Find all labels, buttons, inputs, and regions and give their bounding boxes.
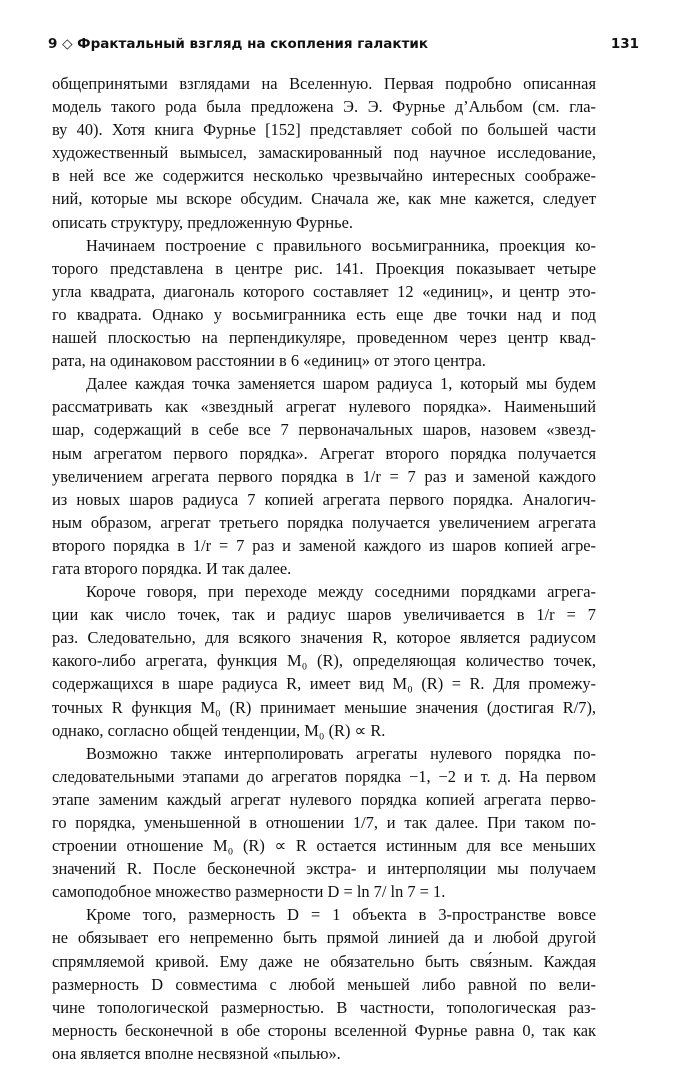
text-line: ции как число точек, так и радиус шаров увеличивается в 1/r = 7 <box>52 605 596 625</box>
paragraph <box>52 903 596 1065</box>
page-body <box>52 72 596 1065</box>
text-line: спрямляемой кривой. Ему даже не обязательно быть свя́зным. Каждая <box>52 951 596 971</box>
text-line: увеличением агрегата первого порядка в 1/r = 7 раз и заменой каждого <box>52 466 596 486</box>
running-header <box>48 36 639 58</box>
text-line: Возможно также интерполировать агрегаты нулевого порядка по- <box>86 743 596 763</box>
text-line: самоподобное множество размерности D = ln 7/ ln 7 = 1. <box>52 882 446 902</box>
text-line: шар, содержащий в себе все 7 первоначальных шаров, назовем «звезд- <box>52 420 596 440</box>
text-line: следовательными этапами до агрегатов порядка −1, −2 и т. д. На первом <box>52 766 596 786</box>
text-line: модель такого рода была предложена Э. Э. Фурнье д’Альбом (см. гла- <box>52 97 596 117</box>
text-line: угла квадрата, диагональ которого составляет 12 «единиц», и центр это- <box>52 281 596 301</box>
text-line: описать структуру, предложенную Фурнье. <box>52 212 353 232</box>
text-line: ным образом, агрегат третьего порядка получается увеличением агрегата <box>52 512 596 532</box>
paragraph <box>52 234 596 373</box>
text-line: в ней все же содержится несколько чрезвычайно интересных соображе- <box>52 166 596 186</box>
text-line: Начинаем построение с правильного восьмигранника, проекция ко- <box>86 235 596 255</box>
text-line: го квадрата. Однако у восьмигранника есть еще две точки над и под <box>52 304 596 324</box>
text-line: ву 40). Хотя книга Фурнье [152] представляет собой по большей части <box>52 120 596 140</box>
text-line: мерность бесконечной в обе стороны вселенной Фурнье равна 0, так как <box>52 1020 596 1040</box>
paragraph <box>52 72 596 234</box>
text-line: раз. Следовательно, для всякого значения R, которое является радиусом <box>52 628 596 648</box>
text-line: ным агрегатом первого порядка». Агрегат второго порядка получается <box>52 443 596 463</box>
paragraph <box>52 742 596 904</box>
paragraph <box>52 580 596 742</box>
text-line: рата, на одинаковом расстоянии в 6 «единиц» от этого центра. <box>52 351 486 371</box>
text-line: Кроме того, размерность D = 1 объекта в 3-пространстве вовсе <box>86 905 596 925</box>
text-line: содержащихся в шаре радиуса R, имеет вид M₀ (R) = R. Для промежу- <box>52 674 596 694</box>
text-line: чине топологической размерностью. В частности, топологическая раз- <box>52 997 596 1017</box>
text-line: она является вполне несвязной «пылью». <box>52 1043 341 1063</box>
page-number: 131 <box>610 36 639 52</box>
text-line: го порядка, уменьшенной в отношении 1/7, и так далее. При таком по- <box>52 813 596 832</box>
text-line: Далее каждая точка заменяется шаром радиуса 1, который мы будем <box>86 374 596 394</box>
text-line: какого-либо агрегата, функция M₀ (R), определяющая количество точек, <box>52 651 596 671</box>
text-line: общепринятыми взглядами на Вселенную. Первая подробно описанная <box>52 74 596 93</box>
chapter-title: 9 ◇ Фрактальный взгляд на скопления галактик <box>48 36 429 52</box>
text-line: этапе заменим каждый агрегат нулевого порядка копией агрегата перво- <box>52 789 596 809</box>
text-line: Короче говоря, при переходе между соседними порядками агрега- <box>86 582 596 602</box>
text-line: не обязывает его непременно быть прямой линией да и любой другой <box>52 928 596 948</box>
text-line: из новых шаров радиуса 7 копией агрегата первого порядка. Аналогич- <box>52 489 596 509</box>
paragraph <box>52 372 596 580</box>
text-line: нашей плоскостью на перпендикуляре, проведенном через центр квад- <box>52 328 596 348</box>
text-line: рассматривать как «звездный агрегат нулевого порядка». Наименьший <box>52 397 596 417</box>
text-line: ний, которые мы вскоре обсудим. Сначала же, как мне кажется, следует <box>52 189 596 209</box>
text-line: художественный вымысел, замаскированный под научное исследование, <box>52 143 596 163</box>
text-line: строении отношение M₀ (R) ∝ R остается истинным для все меньших <box>52 836 596 856</box>
text-line: точных R функция M₀ (R) принимает меньшие значения (достигая R/7), <box>52 697 596 717</box>
text-line: гата второго порядка. И так далее. <box>52 558 292 578</box>
text-line: размерность D совместима с любой меньшей либо равной по вели- <box>52 974 596 994</box>
text-line: второго порядка в 1/r = 7 раз и заменой каждого из шаров копией агре- <box>52 535 596 555</box>
text-line: торого представлена в центре рис. 141. Проекция показывает четыре <box>52 258 596 278</box>
text-line: однако, согласно общей тенденции, M₀ (R) ∝ R. <box>52 720 386 740</box>
text-line: значений R. После бесконечной экстра- и интерполяции мы получаем <box>52 859 596 879</box>
